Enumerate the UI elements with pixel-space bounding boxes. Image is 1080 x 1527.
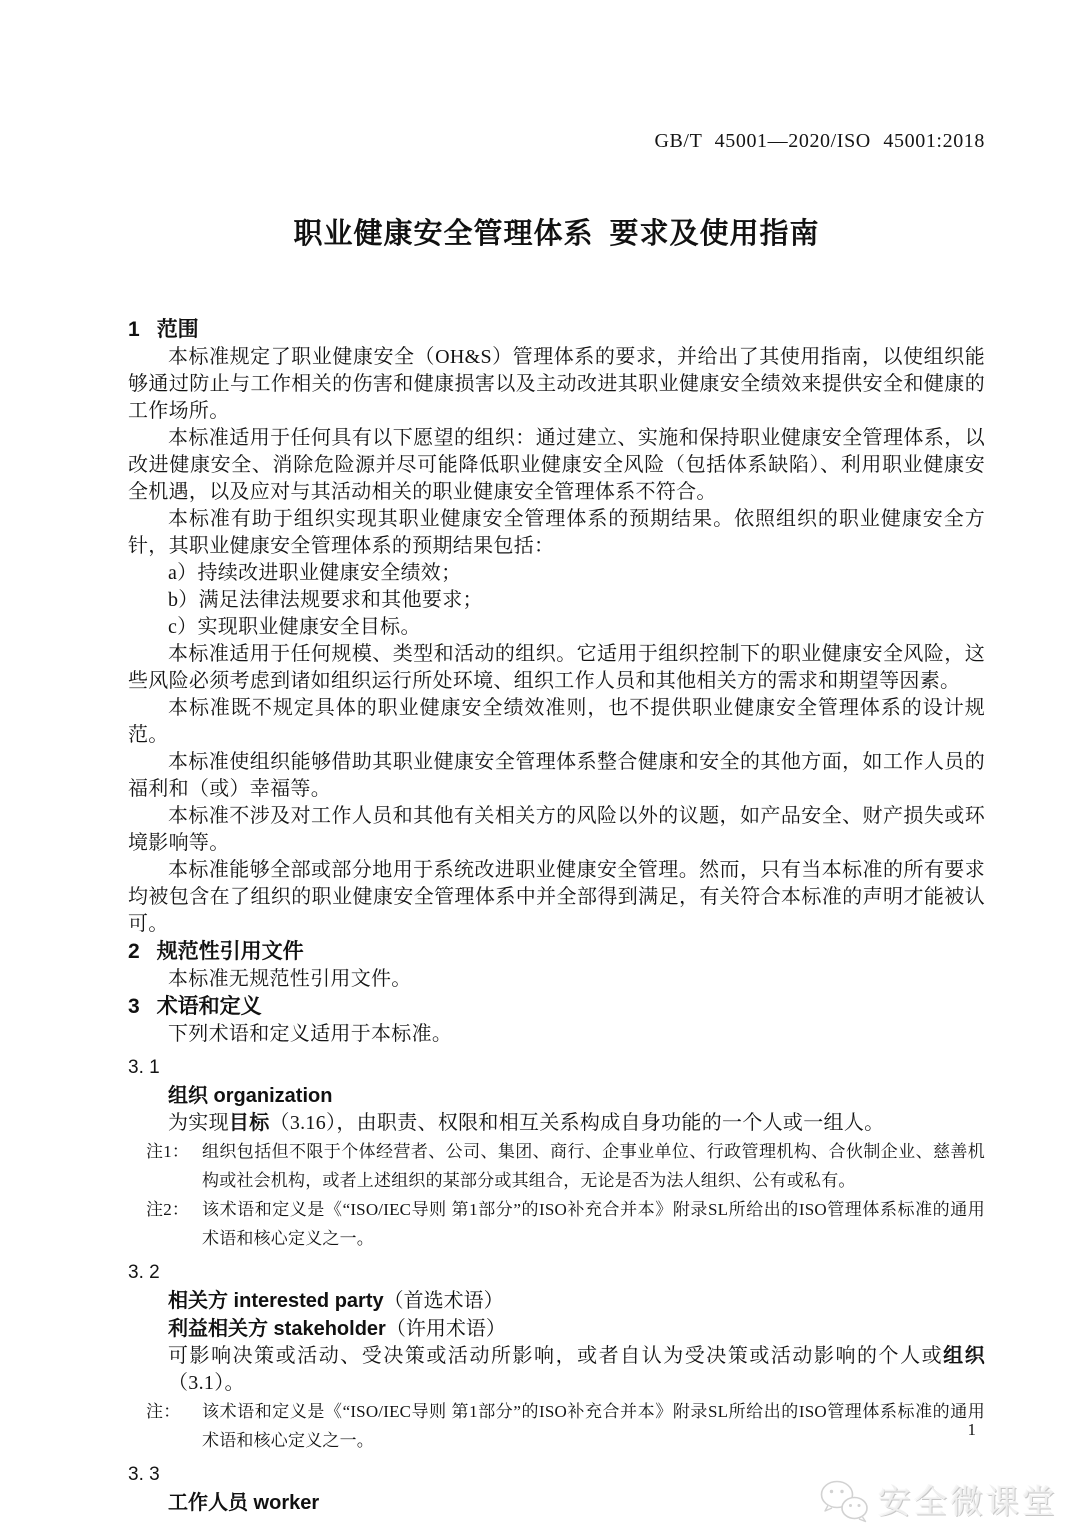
term-worker: 工作人员 worker: [168, 1492, 320, 1514]
term-qualifier: （许用术语）: [385, 1318, 506, 1340]
term-organization: 组织 organization: [168, 1085, 333, 1107]
section-heading-scope: [128, 316, 985, 344]
section-title: 范围: [156, 318, 199, 341]
section-heading-terms-definitions: [128, 993, 985, 1021]
section-number: 1: [128, 318, 140, 341]
document-content: [128, 214, 985, 1517]
terms-intro: 下列术语和定义适用于本标准。: [168, 1023, 453, 1045]
term-interested-party: [128, 1287, 985, 1315]
clause-number: 3. 3: [128, 1464, 160, 1485]
section-title: 术语和定义: [156, 995, 262, 1018]
document-title: [128, 214, 985, 254]
clause-3-1: [128, 1054, 985, 1253]
scope-paragraph-7: 本标准不涉及对工作人员和其他有关相关方的风险以外的议题，如产品安全、财产损失或环境影响等。: [128, 805, 985, 854]
definition-text: （3.1）。: [168, 1372, 245, 1394]
term-text: 利益相关方 stakeholder: [168, 1318, 386, 1340]
document-title-part1: 职业健康安全管理体系: [293, 218, 594, 250]
watermark: [818, 1476, 1058, 1523]
term-qualifier: （首选术语）: [383, 1290, 504, 1312]
note-text: 该术语和定义是《“ISO/IEC导则 第1部分”的ISO补充合并本》附录SL所给出的ISO管理体系标准的通用术语和核心定义之一。: [202, 1402, 985, 1450]
scope-paragraph-5: 本标准既不规定具体的职业健康安全绩效准则，也不提供职业健康安全管理体系的设计规范。: [128, 697, 985, 746]
note-text: 该术语和定义是《“ISO/IEC导则 第1部分”的ISO补充合并本》附录SL所给出的ISO管理体系标准的通用术语和核心定义之一。: [202, 1200, 985, 1248]
section-number: 2: [128, 940, 140, 963]
note-2: [128, 1195, 985, 1253]
scope-paragraph-8: 本标准能够全部或部分地用于系统改进职业健康安全管理。然而，只有当本标准的所有要求均被包含在了组织的职业健康安全管理体系中并全部得到满足，有关符合本标准的声明才能被认可。: [128, 859, 985, 935]
definition-bold-term: 目标: [228, 1112, 270, 1134]
section-number: 3: [128, 995, 140, 1018]
standard-reference: GB/T 45001—2020/ISO 45001:2018: [654, 130, 985, 152]
scope-paragraph-6: 本标准使组织能够借助其职业健康安全管理体系整合健康和安全的其他方面，如工作人员的福利和（或）幸福等。: [128, 751, 985, 800]
scope-paragraph-3: 本标准有助于组织实现其职业健康安全管理体系的预期结果。依照组织的职业健康安全方针，其职业健康安全管理体系的预期结果包括：: [128, 508, 985, 557]
section-heading-normative-references: [128, 938, 985, 966]
scope-list-item-c: c）实现职业健康安全目标。: [168, 616, 421, 638]
page-number: 1: [967, 1420, 976, 1439]
note-label: 注：: [146, 1402, 181, 1421]
clause-3-2: [128, 1259, 985, 1455]
scope-paragraph-4: 本标准适用于任何规模、类型和活动的组织。它适用于组织控制下的职业健康安全风险，这些风险必须考虑到诸如组织运行所处环境、组织工作人员和其他相关方的需求和期望等因素。: [128, 643, 985, 692]
scope-list-item-a: a）持续改进职业健康安全绩效；: [168, 562, 462, 584]
definition-interested-party: [128, 1343, 985, 1397]
definition-bold-term: 组织: [943, 1345, 985, 1367]
definition-text: （3.16），由职责、权限和相互关系构成自身功能的一个人或一组人。: [269, 1112, 885, 1134]
clause-number: 3. 2: [128, 1262, 160, 1283]
note-label: 注2：: [146, 1200, 190, 1219]
normative-paragraph-1: 本标准无规范性引用文件。: [168, 968, 412, 990]
clause-number: 3. 1: [128, 1057, 160, 1078]
definition-text: 可影响决策或活动、受决策或活动所影响，或者自认为受决策或活动影响的个人或: [168, 1345, 944, 1367]
wechat-icon: [818, 1477, 870, 1523]
document-title-part2: 要求及使用指南: [609, 218, 820, 250]
term-stakeholder: [128, 1315, 985, 1343]
note-1: [128, 1137, 985, 1195]
scope-list-item-b: b）满足法律法规要求和其他要求；: [168, 589, 483, 611]
section-title: 规范性引用文件: [156, 940, 304, 963]
definition-text: 为实现: [168, 1112, 229, 1134]
note-text: 组织包括但不限于个体经营者、公司、集团、商行、企事业单位、行政管理机构、合伙制企业、慈善机构或社会机构，或者上述组织的某部分或其组合，无论是否为法人组织、公有或私有。: [202, 1142, 985, 1190]
term-text: 相关方 interested party: [168, 1290, 384, 1312]
definition-organization: [128, 1110, 985, 1137]
scope-paragraph-2: 本标准适用于任何具有以下愿望的组织：通过建立、实施和保持职业健康安全管理体系，以改进健康安全、消除危险源并尽可能降低职业健康安全风险（包括体系缺陷）、利用职业健康安全机遇，以及应对与其活动相关的职业健康安全管理体系不符合。: [128, 427, 985, 503]
watermark-text: 安全微课堂: [878, 1483, 1058, 1520]
note: [128, 1397, 985, 1455]
note-label: 注1：: [146, 1142, 190, 1161]
scope-paragraph-1: 本标准规定了职业健康安全（OH&S）管理体系的要求，并给出了其使用指南，以使组织能够通过防止与工作相关的伤害和健康损害以及主动改进其职业健康安全绩效来提供安全和健康的工作场所。: [128, 346, 985, 422]
